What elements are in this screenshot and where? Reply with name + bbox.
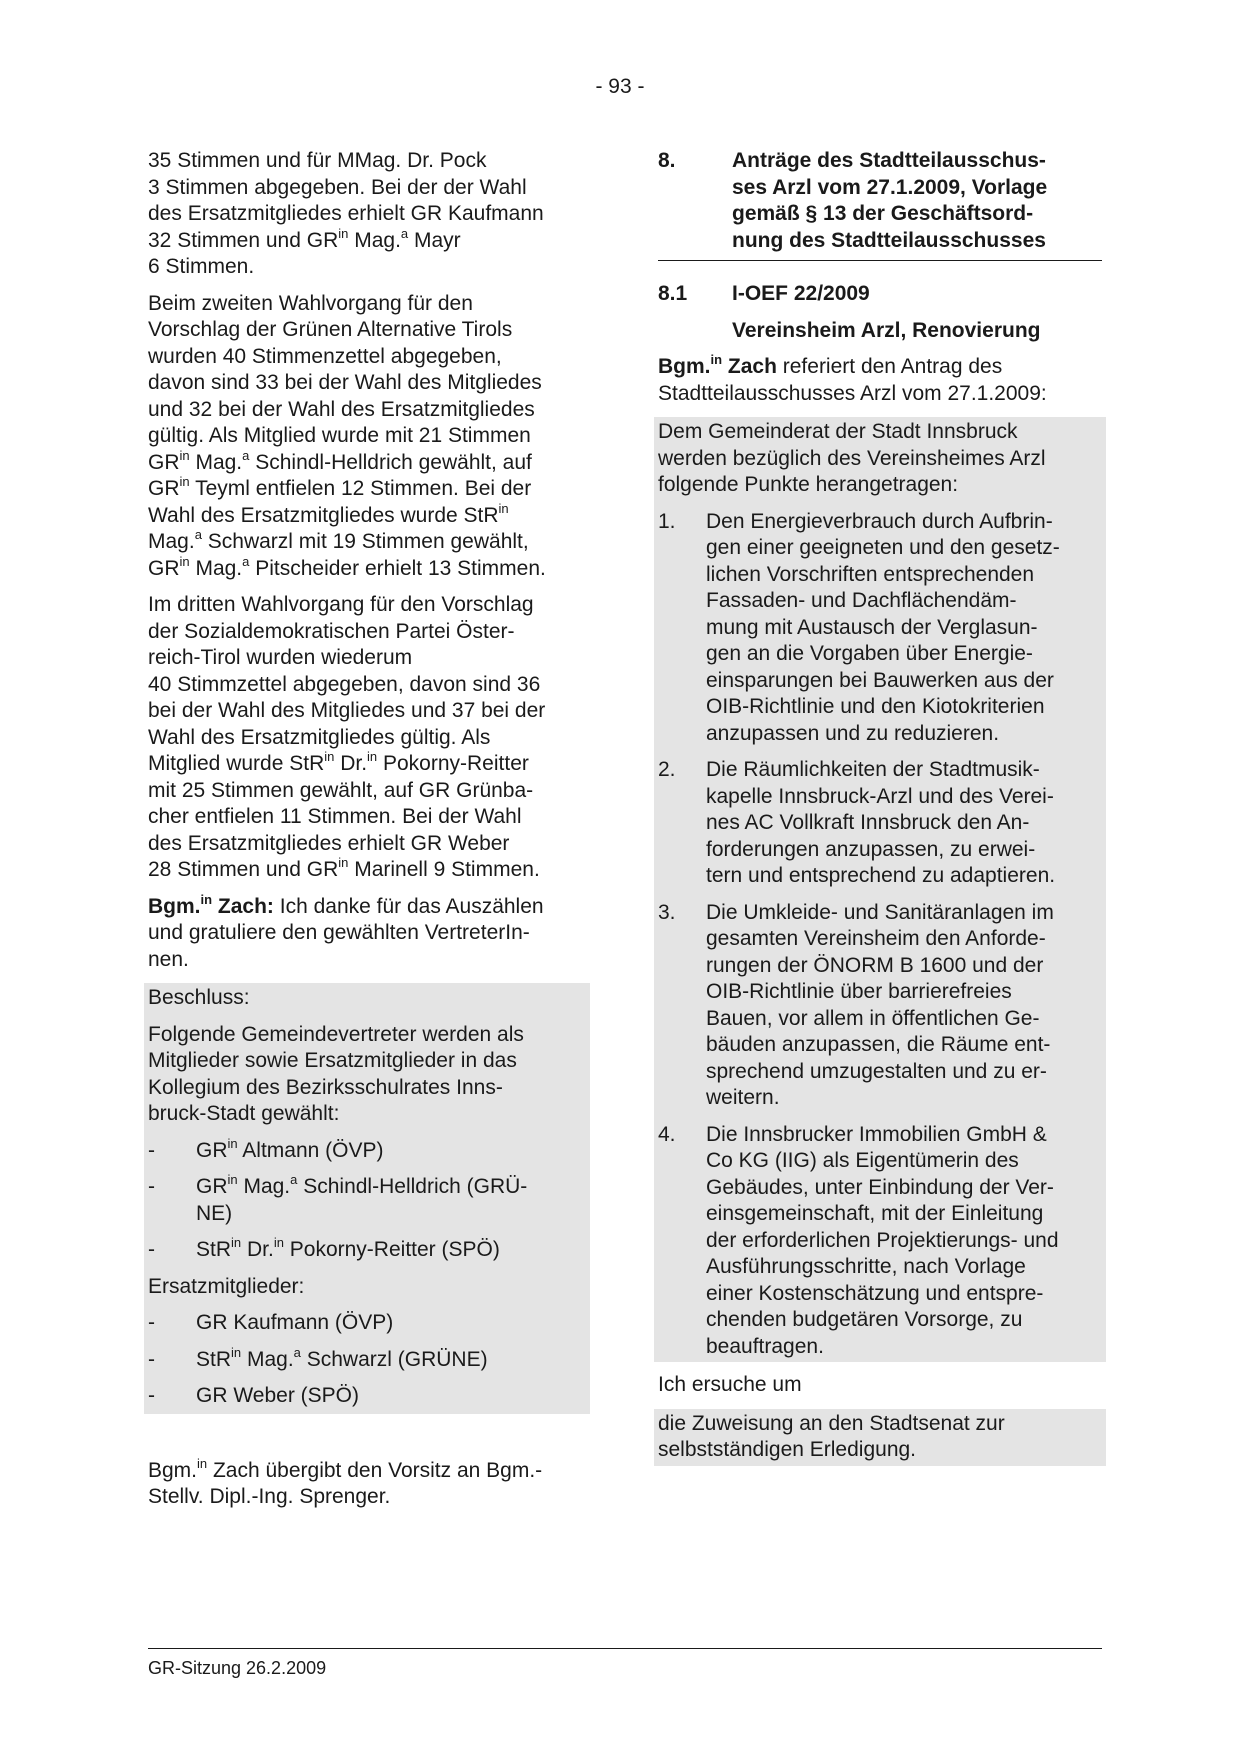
ersatz-label: Ersatzmitglieder:: [148, 1274, 305, 1298]
right-column: [658, 148, 1102, 1466]
paragraph-intro: Bgm.$^{in}$ Zach referiert den Antrag des Stadtteilausschusses Arzl vom 27.1.2009:: [658, 352, 1047, 405]
antrag-item-number: 2.: [658, 758, 676, 781]
footer-session-date: GR-Sitzung 26.2.2009: [148, 1658, 327, 1678]
subsection-code: I-OEF 22/2009: [732, 282, 870, 305]
substitute-list: [148, 1310, 586, 1410]
list-item: - StR$^{in}$ Mag.$^a$ Schwarzl (GRÜNE): [148, 1347, 586, 1374]
antrag-item-number: 3.: [658, 900, 676, 924]
antrag-block: [654, 417, 1106, 1362]
list-item: - GR Kaufmann (ÖVP): [148, 1310, 586, 1337]
beschluss-block: [144, 983, 590, 1414]
paragraph-request: Ich ersuche um: [658, 1373, 802, 1396]
member-list: [148, 1135, 586, 1264]
antrag-intro: Dem Gemeinderat der Stadt Innsbruck werden bezüglich des Vereinsheimes Arzl folgende Punkte herangetragen:: [658, 420, 1046, 496]
list-item: - $GR^{in}$ Altmann (ÖVP): [148, 1138, 586, 1165]
paragraph-mayor-thanks: Bgm.$^{in}$ Zach: Ich danke für das Auszählen und gratuliere den gewählten VertreterIn- nen.: [148, 891, 544, 971]
paragraph-third-vote: Im dritten Wahlvorgang für den Vorschlag der Sozialdemokratischen Partei Öster- reich-Tirol wurden wiederum 40 Stimmzettel abgegeben, davon sind 36 bei der Wahl des Mitgliedes und 37 bei der Wahl des Ersatzmitgliedes gültig. Als Mitglied wurde StR$^{in}$ Dr.$^{in}$ Pokorny-Reitter mit 25 Stimmen gewählt, auf GR Grünba- cher entfielen 11 Stimmen. Bei der Wahl des Ersatzmitgliedes erhielt GR Weber 28 Stimmen und $GR^{in}$ Marinell 9 Stimmen.: [148, 593, 546, 881]
section-divider: [658, 260, 1102, 261]
antrag-item: 3. Die Umkleide- und Sanitäranlagen im gesamten Vereinsheim den Anforde- rungen der ÖNORM B 1600 und der OIB-Richtlinie über barrierefreies Bauen, vor allem in öffentlichen Ge- bäuden anzupassen, die Räume ent- sprechend umzugestalten und zu er- weitern.: [658, 900, 1054, 1109]
paragraph-vote-result-1: 35 Stimmen und für MMag. Dr. Pock 3 Stimmen abgegeben. Bei der der Wahl des Ersatzmitgliedes erhielt GR Kaufmann 32 Stimmen und $GR^{in}$ Mag.$^a$ Mayr 6 Stimmen.: [148, 149, 544, 278]
paragraph-handover: Bgm.$^{in}$ Zach übergibt den Vorsitz an Bgm.- Stellv. Dipl.-Ing. Sprenger.: [148, 1455, 543, 1508]
antrag-item: 2. Die Räumlichkeiten der Stadtmusik- kapelle Innsbruck-Arzl und des Verei- nes AC Vollkraft Innsbruck den An- forderungen anzupassen, zu erwei- tern und entsprechend zu adaptieren.: [658, 758, 1056, 887]
left-column: [148, 148, 586, 1521]
paragraph-second-vote: Beim zweiten Wahlvorgang für den Vorschlag der Grünen Alternative Tirols wurden 40 Stimmenzettel abgegeben, davon sind 33 bei der Wahl des Mitgliedes und 32 bei der Wahl des Ersatzmitgliedes gültig. Als Mitglied wurde mit 21 Stimmen $GR^{in}$ Mag.$^a$ Schindl-Helldrich gewählt, auf $GR^{in}$ Teyml entfielen 12 Stimmen. Bei der Wahl des Ersatzmitgliedes wurde StR$^{in}$ Mag.$^a$ Schwarzl mit 19 Stimmen gewählt, $GR^{in}$ Mag.$^a$ Pitscheider erhielt 13 Stimmen.: [148, 291, 546, 580]
page-number: - 93 -: [595, 75, 645, 98]
section-number: 8.: [658, 149, 676, 172]
list-item: - $GR^{in}$ Mag.$^a$ Schindl-Helldrich (GRÜ- NE): [148, 1174, 586, 1227]
antrag-item-number: 4.: [658, 1122, 676, 1146]
antrag-item: 1. Den Energieverbrauch durch Aufbrin- gen einer geeigneten und den gesetz- lichen Vorschriften entsprechenden Fassaden- und Dachflächendäm- mung mit Austausch der Verglasun- gen an die Vorgaben über Energie- einsparungen bei Bauwerken aus der OIB-Richtlinie und den Kiotokriterien anzupassen und zu reduzieren.: [658, 509, 1060, 745]
beschluss-label: Beschluss:: [148, 986, 250, 1009]
zuweisung-block: die Zuweisung an den Stadtsenat zur selbstständigen Erledigung.: [654, 1409, 1106, 1466]
beschluss-intro: Folgende Gemeindevertreter werden als Mitglieder sowie Ersatzmitglieder in das Kollegium des Bezirksschulrates Inns- bruck-Stadt gewählt:: [148, 1022, 524, 1125]
antrag-item-number: 1.: [658, 509, 676, 533]
section-heading: 8. Anträge des Stadtteilausschus- ses Arzl vom 27.1.2009, Vorlage gemäß § 13 der Geschäftsord- nung des Stadtteilausschusses: [658, 149, 1048, 252]
antrag-list: [658, 509, 1102, 1361]
antrag-item: 4. Die Innsbrucker Immobilien GmbH & Co KG (IIG) als Eigentümerin des Gebäudes, unter Einbindung der Ver- einsgemeinschaft, mit der Einleitung der erforderlichen Projektierungs- und Ausführungsschritte, nach Vorlage einer Kostenschätzung und entspre- chenden budgetären Vorsorge, zu beauftragen.: [658, 1122, 1059, 1358]
subsection-title: Vereinsheim Arzl, Renovierung: [732, 318, 1041, 342]
subsection-heading: [658, 281, 1102, 308]
speaker-name: Bgm.$^{in}$ Zach:: [148, 891, 274, 918]
speaker-name: Bgm.$^{in}$ Zach: [658, 352, 777, 378]
list-item: - StR$^{in}$ Dr.$^{in}$ Pokorny-Reitter (SPÖ): [148, 1237, 586, 1264]
list-item: - GR Weber (SPÖ): [148, 1383, 586, 1410]
subsection-number: 8.1: [658, 282, 688, 305]
footer-divider: [148, 1648, 1102, 1649]
